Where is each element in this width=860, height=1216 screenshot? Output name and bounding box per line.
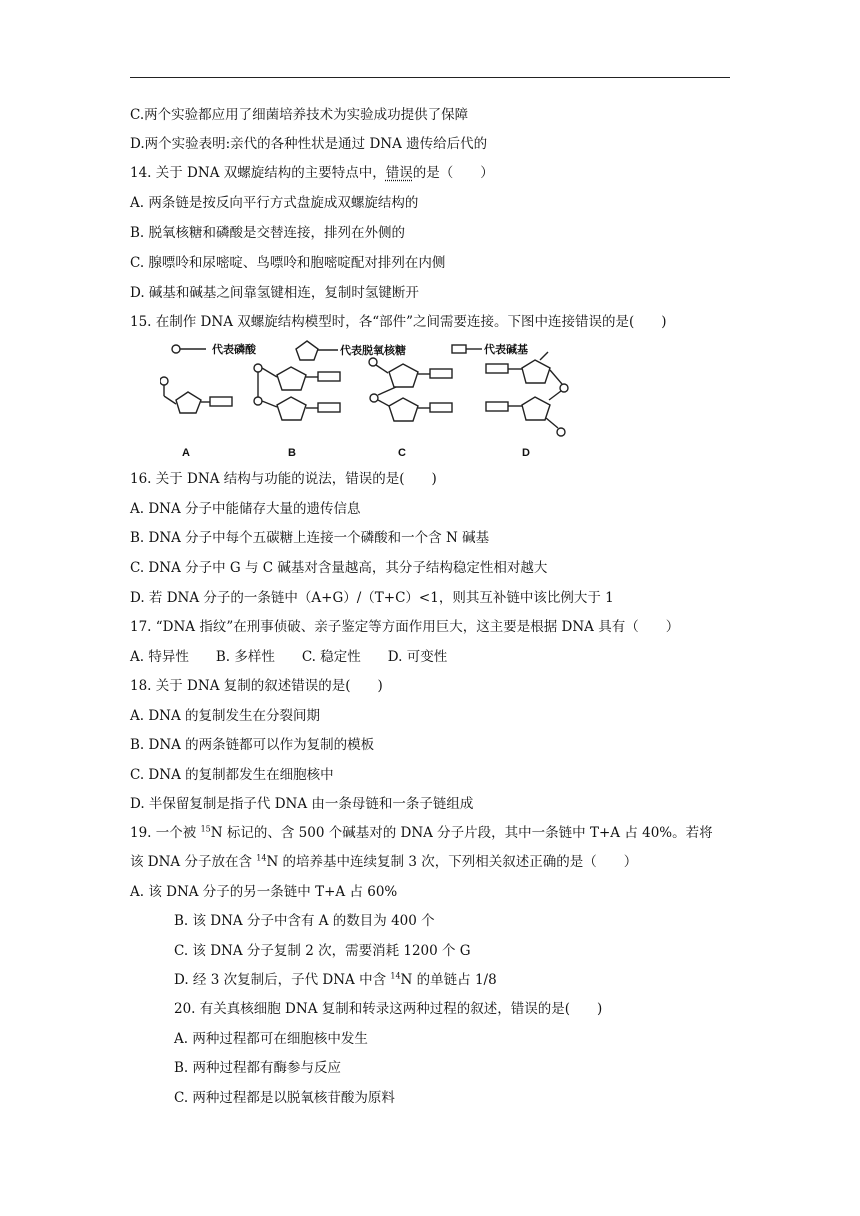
legend-base-label: 代表碱基 [484,344,528,356]
q14-option-d: D. 碱基和碱基之间靠氢键相连，复制时氢键断开 [130,285,419,301]
q13-option-d: D.两个实验表明:亲代的各种性状是通过 DNA 遗传给后代的 [130,136,488,152]
q19-option-c: C. 该 DNA 分子复制 2 次，需要消耗 1200 个 G [174,943,471,959]
q16-option-d: D. 若 DNA 分子的一条链中（A+G）/（T+C）<1，则其互补链中该比例大于 1 [130,590,614,606]
q18-option-d: D. 半保留复制是指子代 DNA 由一条母链和一条子链组成 [130,796,474,812]
q18-option-c: C. DNA 的复制都发生在细胞核中 [130,767,334,783]
legend-phosphate-label: 代表磷酸 [212,344,256,356]
q20-option-c: C. 两种过程都是以脱氧核苷酸为原料 [174,1090,395,1106]
label-a: A [182,447,190,459]
q13-option-c: C.两个实验都应用了细菌培养技术为实验成功提供了保障 [130,107,469,123]
model-a [160,377,232,413]
q18-option-b: B. DNA 的两条链都可以作为复制的模板 [130,737,375,753]
q18-stem: 18. 关于 DNA 复制的叙述错误的是( ) [130,678,383,694]
label-d: D [522,447,530,459]
q16-option-c: C. DNA 分子中 G 与 C 碱基对含量越高，其分子结构稳定性相对越大 [130,560,548,576]
legend-base-icon [452,345,466,353]
q19-option-b: B. 该 DNA 分子中含有 A 的数目为 400 个 [174,913,435,929]
q16-option-b: B. DNA 分子中每个五碳糖上连接一个磷酸和一个含 N 碱基 [130,530,490,546]
q14-option-c: C. 腺嘌呤和尿嘧啶、鸟嘌呤和胞嘧啶配对排列在内侧 [130,255,446,271]
q20-option-a: A. 两种过程都可在细胞核中发生 [174,1031,368,1047]
legend-phosphate-icon [172,345,180,353]
q19-stem-line1: 19. 一个被 $^{15}$N 标记的、含 500 个碱基对的 DNA 分子片段，其中一条链中 T+A 占 40%。若将 [130,824,713,841]
q16-stem: 16. 关于 DNA 结构与功能的说法，错误的是( ) [130,471,437,487]
model-b [254,364,340,420]
q19-option-a: A. 该 DNA 分子的另一条链中 T+A 占 60% [130,884,398,900]
label-b: B [288,447,296,459]
label-c: C [398,447,406,459]
q14-option-b: B. 脱氧核糖和磷酸是交替连接，排列在外侧的 [130,225,406,241]
model-d [486,352,568,436]
q16-option-a: A. DNA 分子中能储存大量的遗传信息 [130,501,361,517]
dna-model-figure [160,340,580,460]
header-rule [130,77,730,78]
q14-stem: 14. 关于 DNA 双螺旋结构的主要特点中，错误的是（ ） [130,165,494,181]
legend-sugar-icon [296,341,318,360]
q20-stem: 20. 有关真核细胞 DNA 复制和转录这两种过程的叙述，错误的是( ) [174,1001,603,1017]
q14-option-a: A. 两条链是按反向平行方式盘旋成双螺旋结构的 [130,195,419,211]
q19-stem-line2: 该 DNA 分子放在含 $^{14}$N 的培养基中连续复制 3 次，下列相关叙述正确的是（ ） [130,853,638,870]
q20-option-b: B. 两种过程都有酶参与反应 [174,1060,342,1076]
legend-sugar-label: 代表脱氧核糖 [340,345,406,357]
model-c [369,358,452,421]
q17-options: A. 特异性 B. 多样性 C. 稳定性 D. 可变性 [130,649,448,665]
q17-stem: 17. “DNA 指纹”在刑事侦破、亲子鉴定等方面作用巨大，这主要是根据 DNA 具有（ ） [130,619,680,635]
q18-option-a: A. DNA 的复制发生在分裂间期 [130,708,321,724]
q15-stem: 15. 在制作 DNA 双螺旋结构模型时，各“部件”之间需要连接。下图中连接错误的是( ) [130,314,667,330]
q19-option-d: D. 经 3 次复制后，子代 DNA 中含 $^{14}$N 的单链占 1/8 [174,971,497,988]
